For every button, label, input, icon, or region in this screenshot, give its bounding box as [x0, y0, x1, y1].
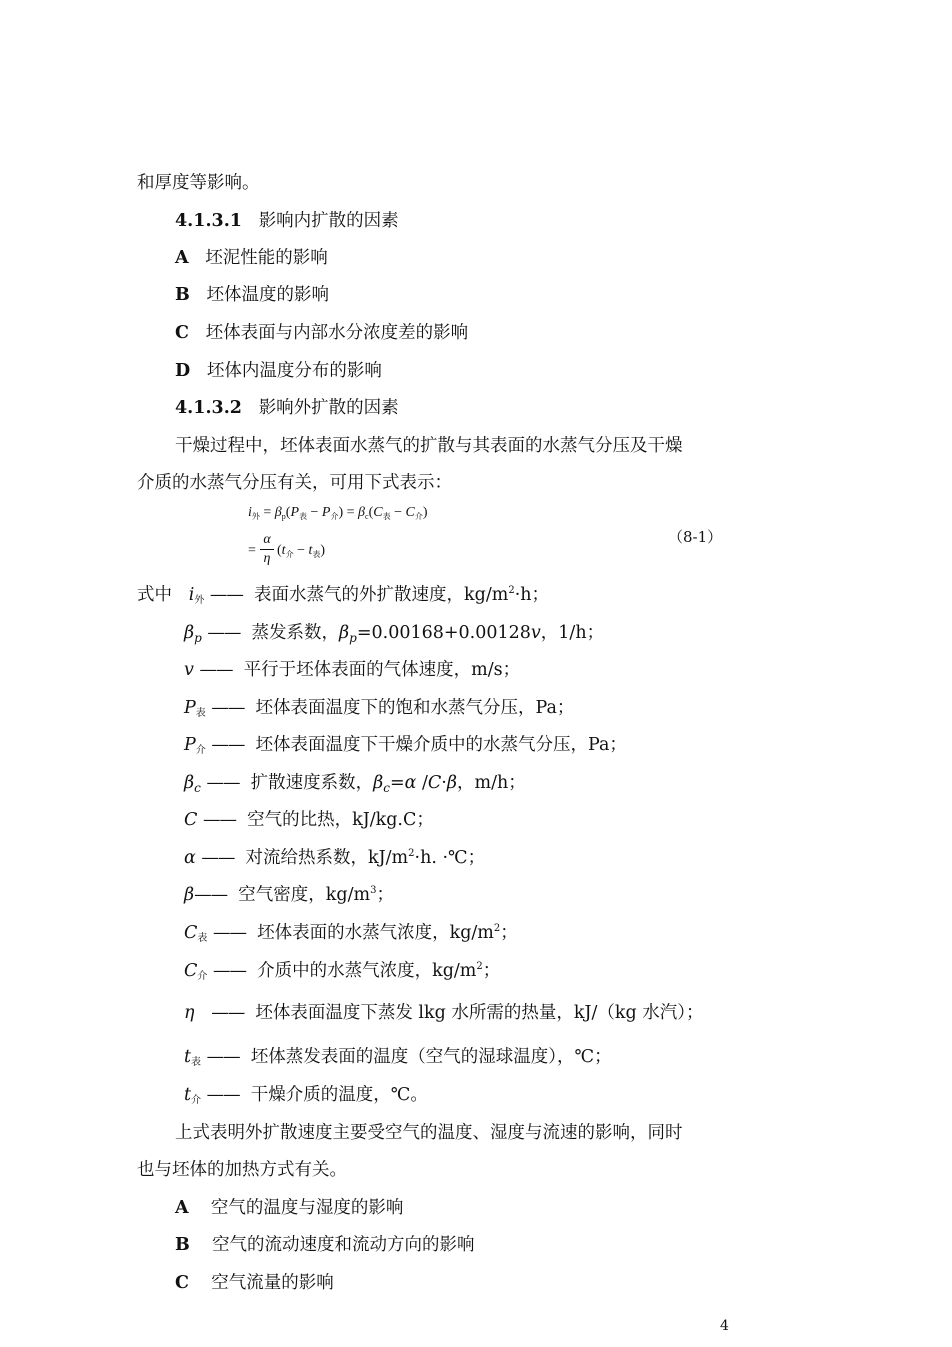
item-label: D — [175, 361, 191, 381]
def-c-biao: $C_表$ —— 坯体表面的水蒸气浓度，$kg/m^2$； — [184, 923, 518, 944]
section-title: 影响外扩散的因素 — [258, 398, 399, 418]
def-beta-c: $\beta_c$ —— 扩散速度系数，$\beta_c=\alpha$ /C·β，m/h； — [184, 773, 526, 795]
list-item-a1 — [175, 247, 328, 269]
section-number: 4.1.3.1 — [175, 211, 242, 231]
item-text: 空气流量的影响 — [211, 1273, 334, 1293]
section-number: 4.1.3.2 — [175, 398, 242, 418]
section-heading-4-1-3-2 — [175, 397, 399, 419]
list-item-c1 — [175, 322, 468, 344]
item-label: C — [175, 323, 189, 343]
item-text: 坯泥性能的影响 — [205, 248, 328, 268]
def-alpha: α —— 对流给热系数，$kJ/m^2\cdot h$. ·℃； — [184, 848, 486, 868]
item-label: B — [175, 1235, 190, 1255]
list-item-b2 — [175, 1234, 475, 1256]
def-beta: β—— 空气密度，$kg/m^3$； — [184, 885, 394, 905]
item-text: 空气的流动速度和流动方向的影响 — [212, 1235, 475, 1255]
list-item-c2 — [175, 1272, 334, 1294]
def-c: C —— 空气的比热，kJ/kg.C； — [184, 810, 434, 830]
def-i-wai: 式中 $i_外$ —— 表面水蒸气的外扩散速度，$kg/m^2\cdot h$； — [137, 585, 550, 606]
list-item-b1 — [175, 284, 329, 306]
item-label: A — [175, 1198, 189, 1218]
equation-line-1: $i_外 = \beta_p(P_表 - P_介) = \beta_c(C_表 - C_介)$ — [248, 505, 428, 521]
def-eta: η —— 坯体表面温度下蒸发 lkg 水所需的热量，kJ/（kg 水汽）； — [184, 1003, 704, 1023]
item-text: 坯体内温度分布的影响 — [206, 361, 382, 381]
list-item-d1 — [175, 360, 382, 382]
where-label: 式中 — [137, 585, 172, 605]
paragraph-line: 干燥过程中，坯体表面水蒸气的扩散与其表面的水蒸气分压及干燥 — [175, 436, 683, 456]
section-title: 影响内扩散的因素 — [258, 211, 399, 231]
def-beta-p: $\beta_p$ —— 蒸发系数，$\beta_p=0.00168+0.00128v$，1/h； — [184, 623, 605, 645]
def-t-biao: $t_表$ —— 坯体蒸发表面的温度（空气的湿球温度），℃； — [184, 1047, 612, 1068]
item-label: B — [175, 285, 190, 305]
equation-number: （8-1） — [668, 528, 723, 546]
def-t-jie: $t_介$ —— 干燥介质的温度，℃。 — [184, 1085, 428, 1106]
paragraph-line: 上式表明外扩散速度主要受空气的温度、湿度与流速的影响，同时 — [175, 1123, 683, 1143]
paragraph-line: 也与坯体的加热方式有关。 — [137, 1160, 347, 1180]
item-text: 坯体温度的影响 — [206, 285, 329, 305]
item-text: 空气的温度与湿度的影响 — [210, 1198, 404, 1218]
item-label: A — [175, 248, 189, 268]
paragraph-line: 介质的水蒸气分压有关，可用下式表示： — [137, 473, 452, 493]
item-label: C — [175, 1273, 189, 1293]
equation-line-2-lead: = — [248, 543, 256, 558]
section-heading-4-1-3-1 — [175, 210, 399, 232]
def-c-jie: $C_介$ —— 介质中的水蒸气浓度，$kg/m^2$； — [184, 961, 501, 982]
page-number: 4 — [720, 1318, 729, 1334]
item-text: 坯体表面与内部水分浓度差的影响 — [205, 323, 469, 343]
list-item-a2 — [175, 1197, 403, 1219]
def-v: v —— 平行于坯体表面的气体速度，m/s； — [184, 660, 521, 680]
equation-line-2: $(t_介 - t_表)$ — [277, 543, 326, 559]
def-p-jie: $P_介$ —— 坯体表面温度下干燥介质中的水蒸气分压，Pa； — [184, 735, 627, 756]
fraction-alpha-over-eta: α η — [260, 532, 274, 567]
intro-line: 和厚度等影响。 — [137, 173, 260, 193]
def-p-biao: $P_表$ —— 坯体表面温度下的饱和水蒸气分压，Pa； — [184, 698, 575, 719]
